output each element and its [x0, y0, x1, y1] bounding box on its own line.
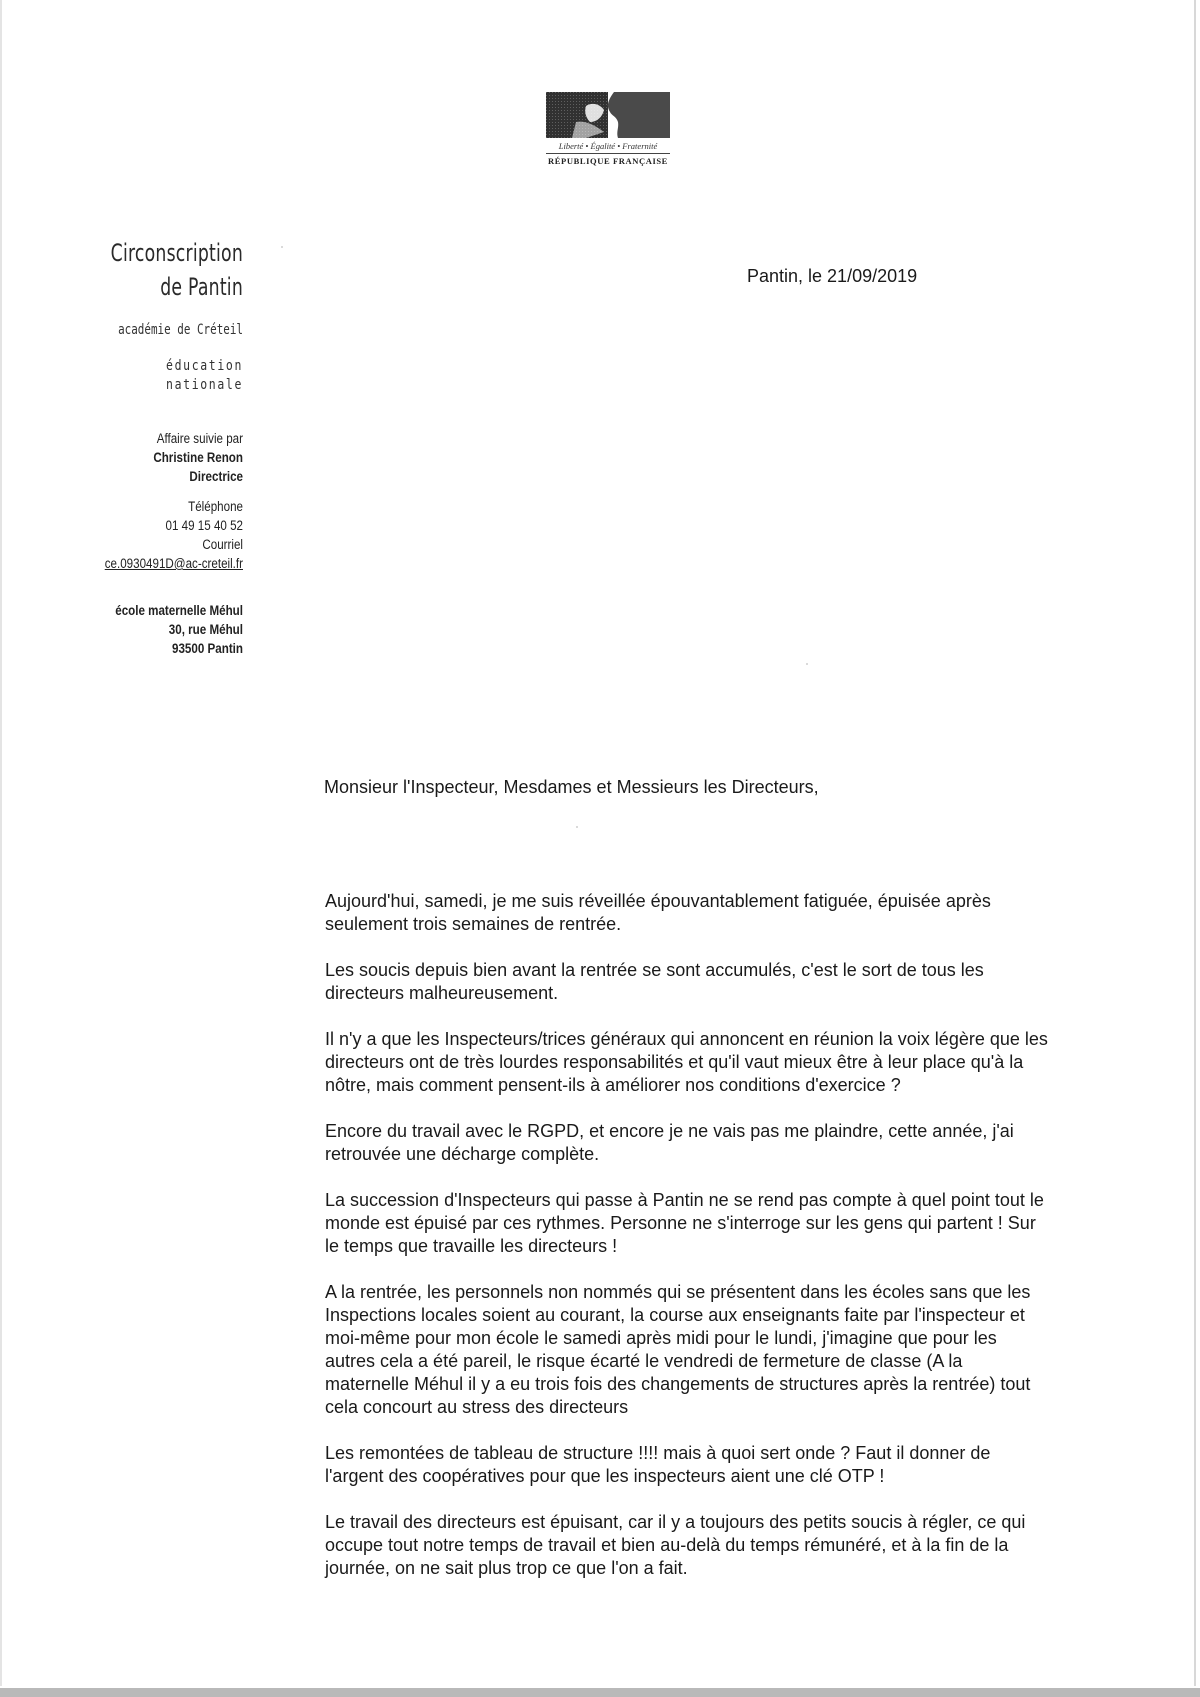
courriel-link[interactable]: ce.0930491D@ac-creteil.fr	[104, 556, 243, 571]
telephone-label: Téléphone	[188, 499, 243, 514]
school-street: 30, rue Méhul	[168, 622, 243, 637]
circonscription-title-line2: de Pantin	[160, 273, 243, 301]
telephone-value: 01 49 15 40 52	[165, 518, 243, 533]
school-city: 93500 Pantin	[172, 641, 243, 656]
paragraph: A la rentrée, les personnels non nommés qui se présentent dans les écoles sans que les Inspections locales soient au courant, la course aux enseignants faite par l'inspecteur et moi-même pour mon école le samedi après midi pour le lundi, j'imagine que pour les autres cela a été pareil, le risque écarté le vendredi de fermeture de classe (A la maternelle Méhul il y a eu trois fois des changements de structures après la rentrée) tout cela concourt au stress des directeurs	[325, 1282, 1031, 1417]
paragraph: Les soucis depuis bien avant la rentrée se sont accumulés, c'est le sort de tous les directeurs malheureusement.	[325, 960, 984, 1003]
scan-speck	[576, 826, 578, 828]
paragraph: Aujourd'hui, samedi, je me suis réveillée épouvantablement fatiguée, épuisée après seulement trois semaines de rentrée.	[325, 891, 991, 934]
logo-divider	[546, 153, 670, 154]
scan-speck	[806, 663, 808, 665]
marianne-icon	[546, 92, 670, 138]
salutation: Monsieur l'Inspecteur, Mesdames et Messieurs les Directeurs,	[324, 777, 819, 797]
paragraph: Les remontées de tableau de structure !!!! mais à quoi sert onde ? Faut il donner de l'argent des coopératives pour que les inspecteurs aient une clé OTP !	[325, 1443, 991, 1486]
sender-sidebar	[13, 236, 243, 658]
affaire-label: Affaire suivie par	[156, 431, 243, 446]
paragraph: Le travail des directeurs est épuisant, car il y a toujours des petits soucis à régler, ce qui occupe tout notre temps de travail et bien au-delà du temps rémunéré, et à la fin de la journée, on ne sait plus trop ce que l'on a fait.	[325, 1512, 1026, 1578]
page-bottom-edge	[0, 1688, 1200, 1697]
academie-label: académie de Créteil	[118, 322, 243, 338]
courriel-label: Courriel	[202, 537, 243, 552]
school-name: école maternelle Méhul	[115, 603, 243, 618]
education-label-line2: nationale	[166, 377, 243, 393]
affaire-role: Directrice	[189, 469, 243, 484]
paragraph: La succession d'Inspecteurs qui passe à Pantin ne se rend pas compte à quel point tout le monde est épuisé par ces rythmes. Personne ne s'interroge sur les gens qui partent ! Sur le temps que travaille les directeurs !	[325, 1190, 1044, 1256]
scan-speck	[281, 246, 283, 248]
affaire-name: Christine Renon	[153, 450, 243, 465]
republique-francaise-logo	[545, 92, 671, 170]
paragraph: Il n'y a que les Inspecteurs/trices généraux qui annoncent en réunion la voix légère que les directeurs ont de très lourdes responsabilités et qu'il vaut mieux être à leur place qu'à la nôtre, mais comment pensent-ils à améliorer nos conditions d'exercice ?	[325, 1029, 1048, 1095]
letter-date: Pantin, le 21/09/2019	[747, 266, 918, 286]
logo-motto: Liberté • Égalité • Fraternité	[558, 141, 658, 151]
education-label-line1: éducation	[166, 358, 243, 374]
circonscription-title-line1: Circonscription	[110, 239, 243, 267]
logo-republic-text: RÉPUBLIQUE FRANÇAISE	[548, 156, 668, 166]
letter-body	[325, 890, 1140, 1603]
paragraph: Encore du travail avec le RGPD, et encore je ne vais pas me plaindre, cette année, j'ai retrouvée une décharge complète.	[325, 1121, 1014, 1164]
